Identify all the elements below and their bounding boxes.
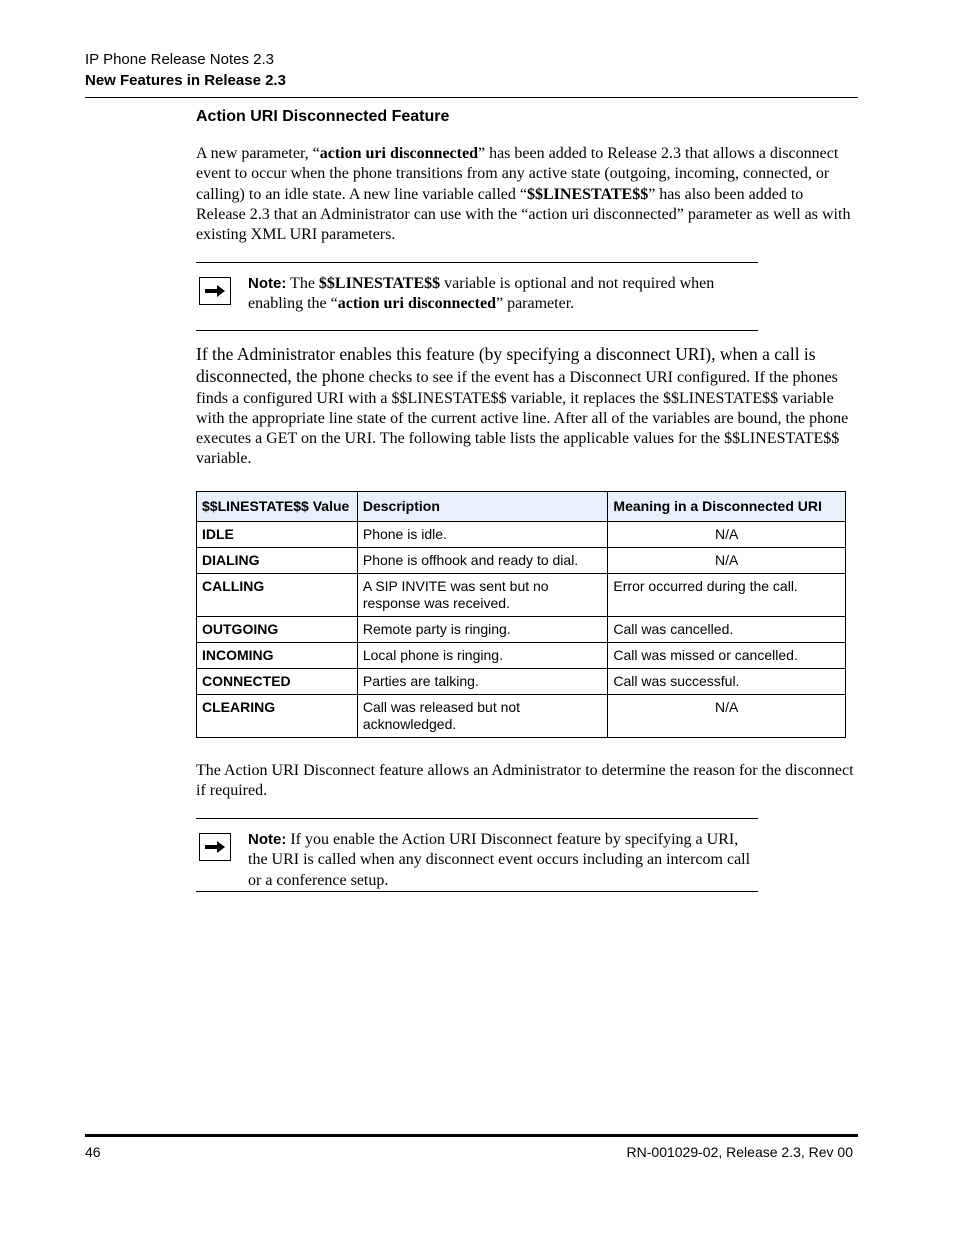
note-box [196, 262, 758, 331]
text-run: The [286, 275, 319, 292]
linestate-table [196, 491, 846, 738]
table-cell: INCOMING [197, 643, 358, 669]
paragraph-summary: The Action URI Disconnect feature allows an Administrator to determine the reason for the disconnect if required. [196, 762, 854, 800]
page-number: 46 [85, 1144, 101, 1160]
column-header: $$LINESTATE$$ Value [197, 492, 358, 522]
table-cell: IDLE [197, 522, 358, 548]
table-row [197, 643, 846, 669]
text-run: If you enable the Action URI Disconnect feature by specifying a URI, the URI is called when any disconnect event occurs including an intercom call or a conference setup. [248, 831, 751, 889]
table-row [197, 548, 846, 574]
table-row [197, 617, 846, 643]
header-doc-title: IP Phone Release Notes 2.3 [85, 51, 275, 68]
paragraph-feature [196, 344, 856, 470]
table-cell: N/A [608, 695, 846, 738]
column-header: Meaning in a Disconnected URI [608, 492, 846, 522]
table-row [197, 695, 846, 738]
table-row [197, 669, 846, 695]
table-cell: OUTGOING [197, 617, 358, 643]
table-cell: Call was missed or cancelled. [608, 643, 846, 669]
right-arrow-icon [199, 833, 231, 861]
paragraph-intro [196, 144, 856, 245]
bold-term: action uri disconnected [319, 145, 478, 162]
note-label: Note: [248, 831, 287, 848]
table-cell: N/A [608, 522, 846, 548]
table-cell: Call was successful. [608, 669, 846, 695]
column-header: Description [357, 492, 608, 522]
table-cell: A SIP INVITE was sent but no response was received. [357, 574, 608, 617]
table-cell: DIALING [197, 548, 358, 574]
note-box [196, 818, 758, 892]
note-label: Note: [248, 275, 287, 292]
table-cell: Phone is offhook and ready to dial. [357, 548, 608, 574]
table-row [197, 522, 846, 548]
table-cell: Error occurred during the call. [608, 574, 846, 617]
table-cell: CALLING [197, 574, 358, 617]
table-cell: Call was cancelled. [608, 617, 846, 643]
table-cell: Local phone is ringing. [357, 643, 608, 669]
text-run: If the Administrator enables this feature (by specifying a disconnect URI), when a call is disconnected, the phone [196, 344, 816, 387]
bold-term: $$LINESTATE$$ [526, 185, 649, 203]
bold-term: action uri disconnected [337, 295, 496, 313]
table-cell: Remote party is ringing. [357, 617, 608, 643]
document-id: RN-001029-02, Release 2.3, Rev 00 [626, 1144, 853, 1160]
text-run: ” has been added to Release 2.3 that allows a disconnect event to occur when the phone transitions from any active state (outgoing, incoming, connected, or calling) to an idle state. A new line variable called “ [196, 145, 839, 203]
text-run: A new parameter, “ [196, 145, 320, 162]
text-run: ” parameter. [495, 295, 575, 313]
table-cell: Parties are talking. [357, 669, 608, 695]
footer-divider [85, 1134, 858, 1137]
section-title: Action URI Disconnected Feature [196, 108, 450, 125]
header-section: New Features in Release 2.3 [85, 72, 286, 89]
table-row [197, 574, 846, 617]
table-header-row [197, 492, 846, 522]
note-text [248, 274, 756, 315]
table-cell: Phone is idle. [357, 522, 608, 548]
bold-term: $$LINESTATE$$ [318, 275, 441, 292]
table-cell: Call was released but not acknowledged. [357, 695, 608, 738]
text-run: checks to see if the event has a Disconnect URI configured. If the phones finds a configured URI with a $$LINESTATE$$ variable, it replaces the $$LINESTATE$$ variable with the appropriate line state of the current active line. After all of the variables are bound, the phone executes a GET on the URI. The following table lists the applicable values for the $$LINESTATE$$ variable. [196, 369, 849, 468]
text-run: variable is optional and not required when enabling the “ [248, 275, 715, 313]
table-cell: CLEARING [197, 695, 358, 738]
table-cell: CONNECTED [197, 669, 358, 695]
header-divider [85, 97, 858, 98]
text-run: ” has also been added to Release 2.3 that an Administrator can use with the “action uri disconnected” parameter as well as with existing XML URI parameters. [196, 185, 851, 244]
table-cell: N/A [608, 548, 846, 574]
right-arrow-icon [199, 277, 231, 305]
note-text [248, 830, 756, 891]
